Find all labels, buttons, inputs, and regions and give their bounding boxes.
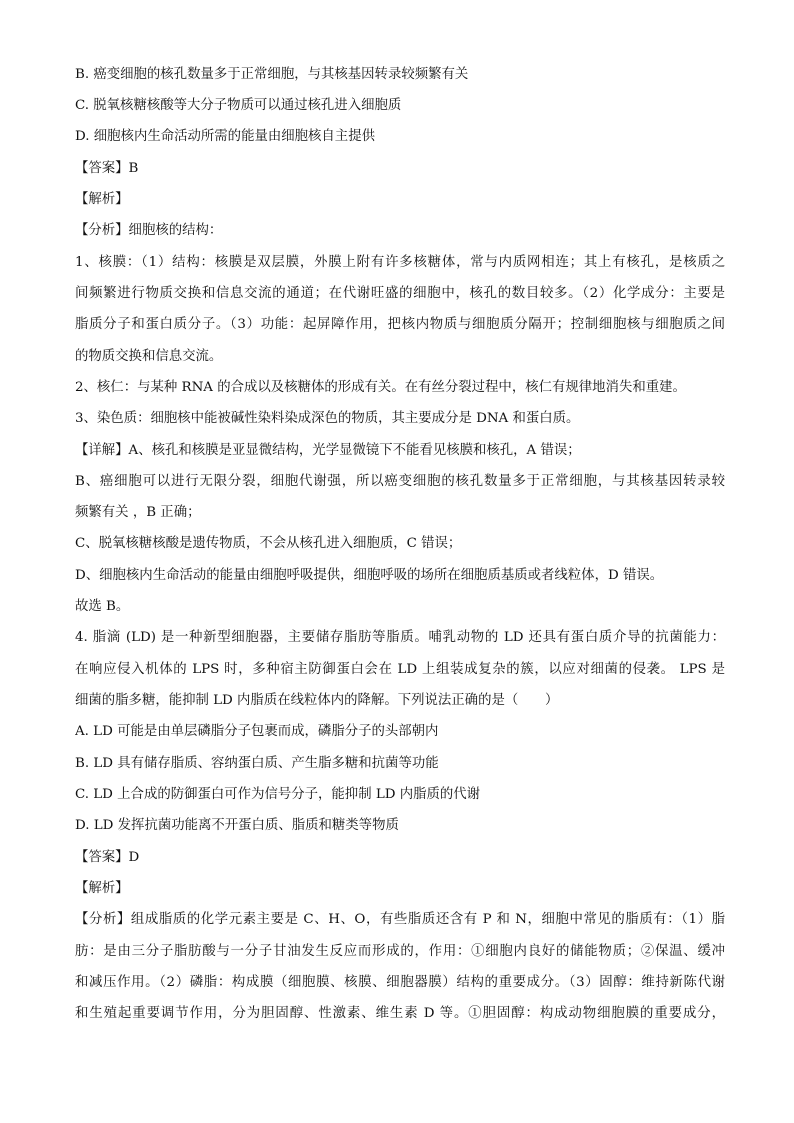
answer-label: 【答案】B: [75, 161, 139, 176]
question-4-line: 4. 脂滴 (LD) 是一种新型细胞器，主要储存脂肪等脂质。哺乳动物的 LD 还具有蛋白质介导的抗菌能力：: [75, 630, 725, 645]
text-line: 的物质交换和信息交流。: [75, 349, 223, 364]
text-line: C、脱氧核糖核酸是遗传物质，不会从核孔进入细胞质，C 错误；: [75, 536, 462, 551]
analysis-heading: 【分析】细胞核的结构：: [75, 223, 223, 238]
option-d-line: D. 细胞核内生命活动所需的能量由细胞核自主提供: [75, 129, 375, 144]
analysis-heading-line: 【分析】组成脂质的化学元素主要是 C、H、O，有些脂质还含有 P 和 N，细胞中常见的脂质有：（1）脂: [75, 912, 725, 927]
text-line: 和生殖起重要调节作用，分为胆固醇、性激素、维生素 D 等。①胆固醇：构成动物细胞膜的重要成分，: [75, 1006, 725, 1021]
option-c-line: C. 脱氧核糖核酸等大分子物质可以通过核孔进入细胞质: [75, 98, 402, 113]
text-line: D、细胞核内生命活动的能量由细胞呼吸提供，细胞呼吸的场所在细胞质基质或者线粒体，D 错误。: [75, 568, 664, 583]
question-4-line: 细菌的脂多糖，能抑制 LD 内脂质在线粒体内的降解。下列说法正确的是（ ）: [75, 693, 559, 708]
text-line: 3、染色质：细胞核中能被碱性染料染成深色的物质，其主要成分是 DNA 和蛋白质。: [75, 411, 580, 426]
text-line: 2、核仁：与某种 RNA 的合成以及核糖体的形成有关。在有丝分裂过程中，核仁有规律地消失和重建。: [75, 380, 686, 395]
text-line: 脂质分子和蛋白质分子。（3）功能：起屏障作用，把核内物质与细胞质分隔开；控制细胞核与细胞质之间: [75, 317, 725, 332]
question-4-line: 在响应侵入机体的 LPS 时，多种宿主防御蛋白会在 LD 上组装成复杂的簇，以应对细菌的侵袭。 LPS 是: [75, 662, 725, 677]
option-d-line: D. LD 发挥抗菌功能离不开蛋白质、脂质和糖类等物质: [75, 818, 399, 833]
option-a-line: A. LD 可能是由单层磷脂分子包裹而成，磷脂分子的头部朝内: [75, 724, 439, 739]
text-line: 1、核膜：（1）结构：核膜是双层膜，外膜上附有许多核糖体，常与内质网相连；其上有核孔，是核质之: [75, 255, 725, 270]
text-line: 和减压作用。（2）磷脂：构成膜（细胞膜、核膜、细胞器膜）结构的重要成分。（3）固醇：维持新陈代谢: [75, 975, 725, 990]
option-c-line: C. LD 上合成的防御蛋白可作为信号分子，能抑制 LD 内脂质的代谢: [75, 787, 481, 802]
text-line: 肪：是由三分子脂肪酸与一分子甘油发生反应而形成的，作用：①细胞内良好的储能物质；②保温、缓冲: [75, 944, 725, 959]
answer-label: 【答案】D: [75, 850, 140, 865]
text-line: 频繁有关 ，B 正确；: [75, 505, 201, 520]
analysis-label: 【解析】: [75, 192, 129, 207]
analysis-label: 【解析】: [75, 881, 129, 896]
option-b-line: B. 癌变细胞的核孔数量多于正常细胞，与其核基因转录较频繁有关: [75, 67, 469, 82]
text-line: 间频繁进行物质交换和信息交流的通道；在代谢旺盛的细胞中，核孔的数目较多。（2）化学成分：主要是: [75, 286, 725, 301]
choice-line: 故选 B。: [75, 599, 130, 614]
text-line: B、癌细胞可以进行无限分裂，细胞代谢强，所以癌变细胞的核孔数量多于正常细胞，与其核基因转录较: [75, 474, 725, 489]
detail-heading-line: 【详解】A、核孔和核膜是亚显微结构，光学显微镜下不能看见核膜和核孔，A 错误；: [75, 443, 581, 458]
option-b-line: B. LD 具有储存脂质、容纳蛋白质、产生脂多糖和抗菌等功能: [75, 756, 439, 771]
